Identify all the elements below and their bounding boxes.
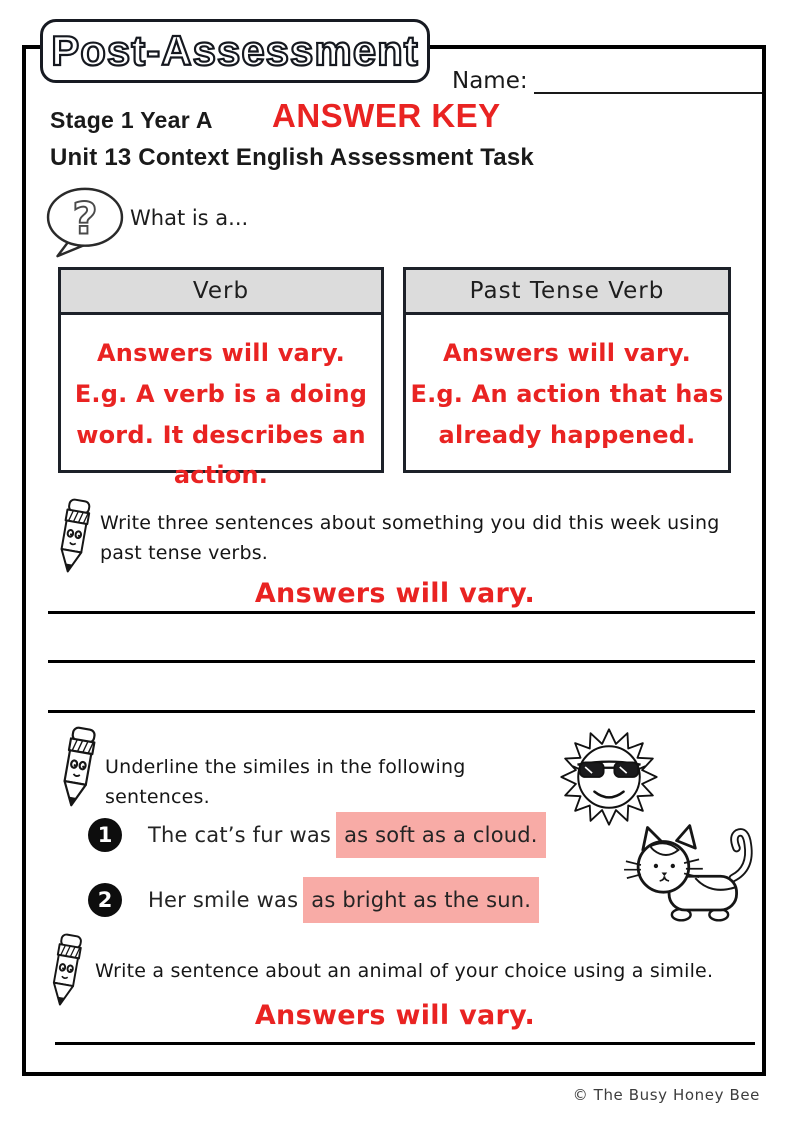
definition-box-past-tense-verb [403, 267, 731, 473]
simile-write-answer: Answers will vary. [254, 1000, 536, 1031]
definition-box-past-tense-verb-header: Past Tense Verb [406, 270, 728, 315]
sentence-pre-text: Her smile was [148, 888, 299, 912]
past-tense-answer: Answers will vary. [254, 578, 536, 609]
answer-line: Answers will vary. [443, 339, 691, 367]
answer-line: E.g. A verb is a doing [74, 379, 368, 408]
sentence-text [148, 888, 539, 912]
definition-box-verb-answer [61, 315, 381, 496]
intro-question: What is a... [130, 206, 249, 230]
answer-line: word. It describes an [76, 420, 366, 449]
writing-line [55, 1042, 755, 1045]
copyright-credit: © The Busy Honey Bee [572, 1086, 760, 1104]
answer-key-label: ANSWER KEY [272, 97, 501, 134]
unit-title: Unit 13 Context English Assessment Task [50, 144, 534, 171]
sun-with-sunglasses-icon [559, 727, 659, 827]
question-bubble-icon [44, 186, 126, 258]
page-title: Post-Assessment [51, 27, 419, 74]
definition-box-verb-header: Verb [61, 270, 381, 315]
name-blank-line [534, 68, 762, 94]
title-banner [40, 19, 430, 83]
name-label: Name: [452, 68, 528, 94]
name-row [452, 68, 762, 94]
svg-text:?: ? [72, 194, 98, 245]
highlighted-simile: as bright as the sun. [303, 877, 539, 923]
definition-box-verb [58, 267, 384, 490]
answer-line: already happened. [438, 420, 696, 449]
writing-line [48, 611, 755, 614]
writing-line [48, 660, 755, 663]
stage-label: Stage 1 Year A [50, 107, 213, 133]
sentence-pre-text: The cat’s fur was [148, 823, 332, 847]
writing-line [48, 710, 755, 713]
simile-sentence-2 [88, 877, 539, 923]
sentence-number-badge: 1 [88, 818, 122, 852]
answer-line: action. [173, 461, 269, 490]
sentence-text [148, 823, 546, 847]
answer-line: Answers will vary. [97, 339, 345, 367]
similes-prompt: Underline the similes in the following sentences. [105, 756, 466, 809]
simile-sentence-1 [88, 812, 546, 858]
definition-box-past-tense-verb-answer [406, 315, 728, 455]
answer-line: E.g. An action that has [410, 379, 724, 408]
past-tense-prompt: Write three sentences about something you did this week using past tense verbs. [100, 512, 720, 565]
simile-write-prompt: Write a sentence about an animal of your choice using a simile. [95, 960, 714, 982]
cat-icon [620, 820, 765, 925]
sentence-number-badge: 2 [88, 883, 122, 917]
highlighted-simile: as soft as a cloud. [336, 812, 546, 858]
